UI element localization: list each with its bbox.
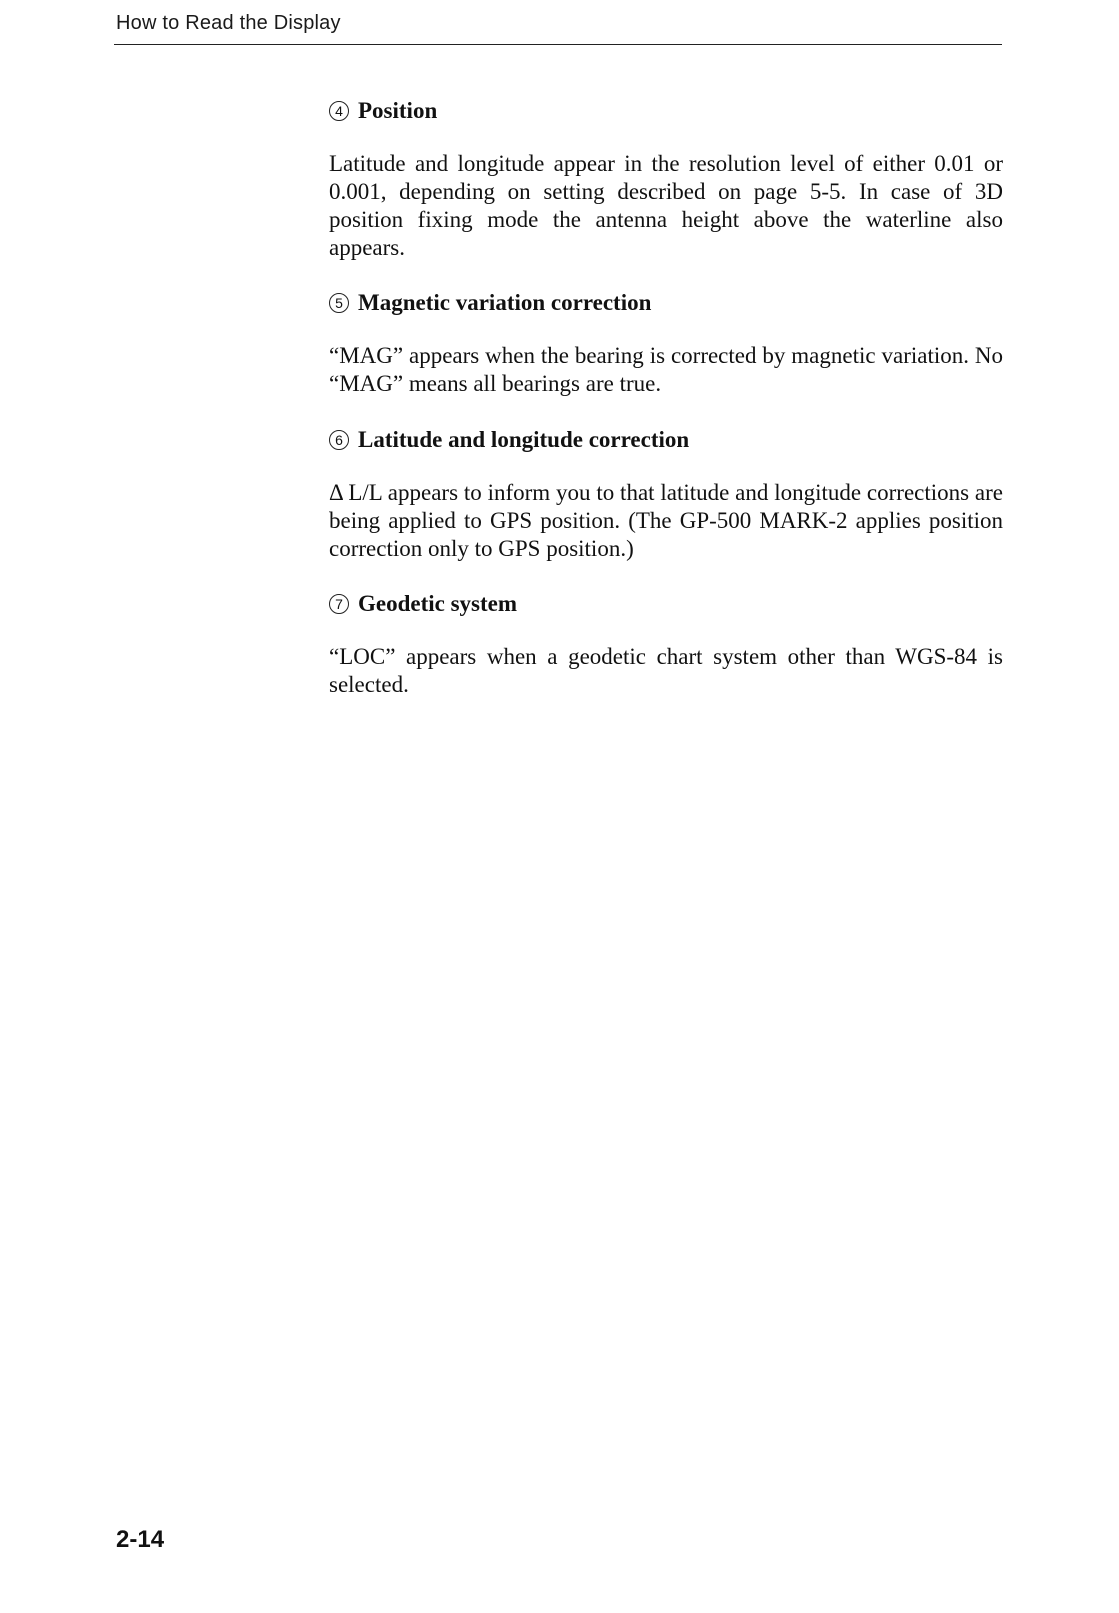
circled-number-6-icon: 6 xyxy=(329,430,349,450)
section-body: Latitude and longitude appear in the resolution level of either 0.01 or 0.001, depending on setting described on page 5-5. In case of 3D position fixing mode the antenna height above the waterline also appears. xyxy=(329,151,1003,260)
section-position xyxy=(329,96,1003,262)
section-body: Δ L/L appears to inform you to that latitude and longitude corrections are being applied to GPS position. (The GP-500 MARK-2 applies position correction only to GPS position.) xyxy=(329,480,1003,561)
section-body: “MAG” appears when the bearing is corrected by magnetic variation. No “MAG” means all bearings are true. xyxy=(329,343,1003,396)
section-geodetic-system xyxy=(329,589,1003,699)
section-heading xyxy=(329,589,1003,619)
header-rule xyxy=(114,44,1002,45)
section-heading xyxy=(329,425,1003,455)
page-number: 2-14 xyxy=(116,1526,165,1553)
circled-number-5-icon: 5 xyxy=(329,293,349,313)
circled-number-4-icon: 4 xyxy=(329,101,349,121)
section-heading xyxy=(329,96,1003,126)
circled-number-7-icon: 7 xyxy=(329,594,349,614)
section-body: “LOC” appears when a geodetic chart system other than WGS-84 is selected. xyxy=(329,644,1003,697)
section-title: Latitude and longitude correction xyxy=(358,427,690,452)
section-title: Position xyxy=(358,98,438,123)
running-header: How to Read the Display xyxy=(116,12,341,34)
section-latitude-longitude-correction xyxy=(329,425,1003,563)
section-title: Magnetic variation correction xyxy=(358,290,652,315)
content-column xyxy=(329,96,1003,699)
section-heading xyxy=(329,288,1003,318)
section-magnetic-variation-correction xyxy=(329,288,1003,398)
section-title: Geodetic system xyxy=(358,591,518,616)
